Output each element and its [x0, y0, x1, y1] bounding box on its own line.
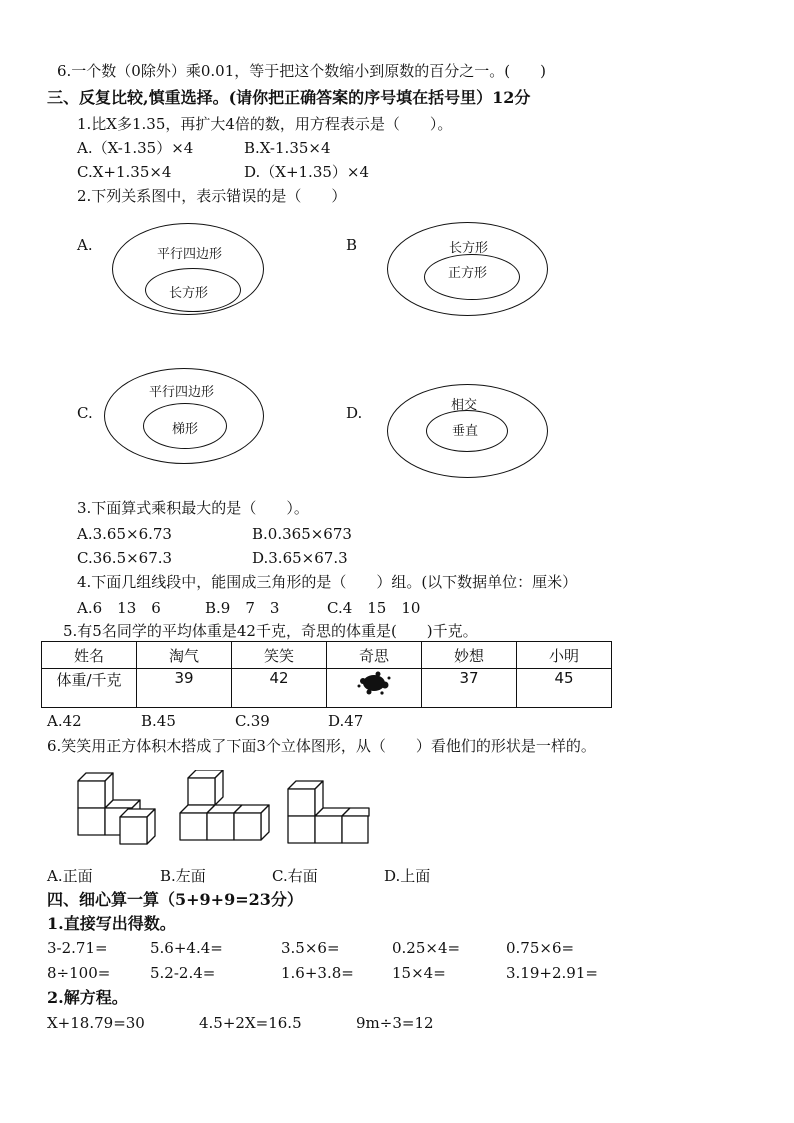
calc-item: 15×4= — [392, 964, 446, 982]
q1-option-c: C.X+1.35×4 — [77, 163, 172, 181]
table-header-cell: 姓名 — [42, 642, 137, 669]
q1-option-a: A.（X-1.35）×4 — [77, 139, 194, 157]
section-3-title: 三、反复比较,慎重选择。(请你把正确答案的序号填在括号里）12分 — [47, 88, 531, 107]
table-header-row — [42, 642, 612, 669]
q6-option-d: D.上面 — [384, 867, 431, 885]
q2-a-inner-label: 长方形 — [169, 286, 209, 301]
cube-figure-1 — [78, 773, 155, 844]
q2-d-inner-label: 垂直 — [452, 424, 479, 439]
calc-item: 3.5×6= — [281, 939, 340, 957]
equation-item: 4.5+2X=16.5 — [199, 1014, 302, 1032]
q1-option-d: D.（X+1.35）×4 — [244, 163, 370, 181]
q5-stem: 5.有5名同学的平均体重是42千克，奇思的体重是( )千克。 — [63, 622, 478, 640]
table-cell: 39 — [137, 669, 232, 708]
q6-option-c: C.右面 — [272, 867, 318, 885]
calc-item: 5.6+4.4= — [150, 939, 223, 957]
equation-item: 9m÷3=12 — [356, 1014, 434, 1032]
q4-option-c: C.4 15 10 — [327, 599, 421, 617]
section-4-part-1-title: 1.直接写出得数。 — [47, 914, 176, 933]
q2-c-inner-label: 梯形 — [172, 422, 199, 437]
table-header-cell: 小明 — [517, 642, 612, 669]
q1-option-b: B.X-1.35×4 — [244, 139, 331, 157]
calc-item: 3.19+2.91= — [506, 964, 598, 982]
q4-option-b: B.9 7 3 — [205, 599, 280, 617]
q3-option-c: C.36.5×67.3 — [77, 549, 173, 567]
q2-b-inner-label: 正方形 — [448, 266, 488, 281]
q2-b-letter: B — [346, 236, 358, 254]
calc-item: 0.25×4= — [392, 939, 461, 957]
table-header-cell: 笑笑 — [232, 642, 327, 669]
table-header-cell: 奇思 — [327, 642, 422, 669]
section-4-part-2-title: 2.解方程。 — [47, 988, 128, 1007]
q2-c-letter: C. — [77, 404, 93, 422]
q6-option-a: A.正面 — [47, 867, 93, 885]
prev-question-6: 6.一个数（0除外）乘0.01，等于把这个数缩小到原数的百分之一。( ) — [57, 62, 546, 80]
calc-item: 0.75×6= — [506, 939, 575, 957]
calc-item: 8÷100= — [47, 964, 111, 982]
ink-blot-icon — [354, 669, 394, 697]
weight-table — [41, 641, 612, 708]
table-row-label: 体重/千克 — [42, 669, 137, 708]
q3-stem: 3.下面算式乘积最大的是（ ）。 — [77, 499, 309, 517]
table-row — [42, 669, 612, 708]
q5-option-a: A.42 — [47, 712, 82, 730]
section-4-title: 四、细心算一算（5+9+9=23分） — [47, 890, 303, 909]
calc-item: 1.6+3.8= — [281, 964, 354, 982]
equation-item: X+18.79=30 — [47, 1014, 145, 1032]
cube-figure-2 — [180, 770, 269, 840]
q4-option-a: A.6 13 6 — [77, 599, 161, 617]
table-cell-ink-blot — [327, 669, 422, 708]
table-header-cell: 妙想 — [422, 642, 517, 669]
q2-b-outer-label: 长方形 — [449, 241, 489, 256]
q5-option-d: D.47 — [328, 712, 364, 730]
q3-option-a: A.3.65×6.73 — [77, 525, 172, 543]
table-cell: 37 — [422, 669, 517, 708]
q5-option-c: C.39 — [235, 712, 270, 730]
q4-stem: 4.下面几组线段中，能围成三角形的是（ ）组。(以下数据单位：厘米） — [77, 573, 578, 591]
q3-option-d: D.3.65×67.3 — [252, 549, 348, 567]
q2-d-letter: D. — [346, 404, 363, 422]
calc-item: 3-2.71= — [47, 939, 108, 957]
calc-item: 5.2-2.4= — [150, 964, 216, 982]
table-cell: 45 — [517, 669, 612, 708]
cube-figure-3 — [288, 781, 369, 843]
table-header-cell: 淘气 — [137, 642, 232, 669]
q2-a-letter: A. — [77, 236, 93, 254]
q2-stem: 2.下列关系图中，表示错误的是（ ） — [77, 187, 347, 205]
q6-option-b: B.左面 — [160, 867, 206, 885]
cube-figures — [70, 770, 370, 845]
q2-d-outer-label: 相交 — [451, 398, 478, 413]
q6-stem: 6.笑笑用正方体积木搭成了下面3个立体图形，从（ ）看他们的形状是一样的。 — [47, 737, 596, 755]
q1-stem: 1.比X多1.35，再扩大4倍的数，用方程表示是（ ）。 — [77, 115, 453, 133]
table-cell: 42 — [232, 669, 327, 708]
q2-a-outer-label: 平行四边形 — [157, 247, 223, 262]
q5-option-b: B.45 — [141, 712, 176, 730]
q3-option-b: B.0.365×673 — [252, 525, 352, 543]
q2-c-outer-label: 平行四边形 — [149, 385, 215, 400]
